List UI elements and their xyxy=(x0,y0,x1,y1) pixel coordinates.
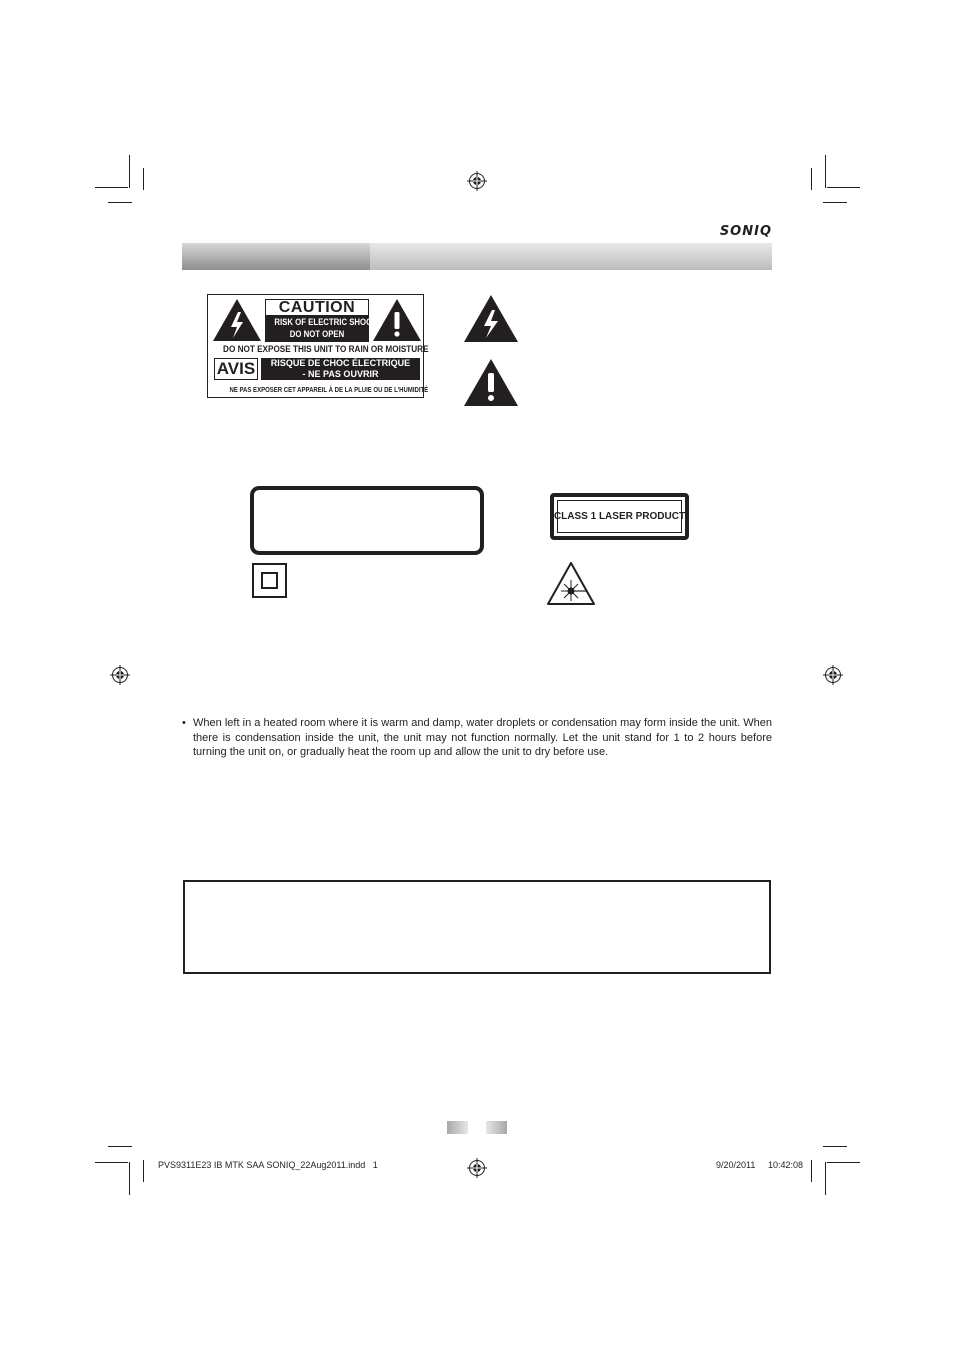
notice-box xyxy=(183,880,771,974)
avis-label: AVIS xyxy=(214,358,258,380)
caution-strip xyxy=(265,316,378,342)
lightning-warning-icon xyxy=(463,294,519,343)
crop-mark xyxy=(811,1160,812,1182)
crop-mark xyxy=(825,155,826,188)
double-insulation-inner xyxy=(261,572,278,589)
registration-mark-icon xyxy=(110,665,130,685)
crop-mark xyxy=(95,1162,128,1163)
crop-mark xyxy=(827,187,860,188)
caution-line2: DO NOT OPEN xyxy=(289,328,345,340)
crop-mark xyxy=(823,1146,847,1147)
crop-mark xyxy=(108,1146,132,1147)
condensation-text: When left in a heated room where it is warm and damp, water droplets or condensation may form inside the unit. When there is condensation inside the unit, the unit may not function normally. Let the unit stand for 1 to 2 hours before turning the unit on, or gradually heat the room up and allow the unit to dry before use. xyxy=(193,717,772,758)
registration-mark-icon xyxy=(467,1158,487,1178)
condensation-note xyxy=(182,716,772,760)
crop-mark xyxy=(143,168,144,190)
footer-time: 10:42:08 xyxy=(768,1160,804,1170)
crop-mark xyxy=(143,1160,144,1182)
footer-file-name: PVS9311E23 IB MTK SAA SONIQ_22Aug2011.indd 1 xyxy=(158,1160,378,1170)
avis-line2: - NE PAS OUVRIR xyxy=(302,368,379,380)
avis-strip xyxy=(261,358,420,380)
registration-mark-icon xyxy=(823,665,843,685)
caution-line3: DO NOT EXPOSE THIS UNIT TO RAIN OR MOISTURE xyxy=(223,344,429,355)
crop-mark xyxy=(811,168,812,190)
brand-logo: SONIQ xyxy=(719,224,772,239)
page-marker-left xyxy=(447,1121,468,1134)
crop-mark xyxy=(129,1162,130,1195)
crop-mark xyxy=(129,155,130,188)
avis-line3: NE PAS EXPOSER CET APPAREIL À DE LA PLUIE OU DE L'HUMIDITÉ xyxy=(229,385,429,394)
lightning-warning-icon xyxy=(212,298,262,342)
laser-class-label xyxy=(550,493,689,540)
section-header-bar xyxy=(182,243,772,270)
crop-mark xyxy=(95,187,128,188)
crop-mark xyxy=(823,202,847,203)
laser-class-text: CLASS 1 LASER PRODUCT xyxy=(557,500,682,533)
rating-note-box xyxy=(250,486,484,555)
section-header-tab xyxy=(182,243,370,270)
registration-mark-icon xyxy=(467,171,487,191)
caution-title: CAUTION xyxy=(265,299,369,316)
crop-mark xyxy=(827,1162,860,1163)
laser-hazard-icon xyxy=(546,561,596,606)
avis-line1: RISQUE DE CHOC ÉLECTRIQUE xyxy=(270,358,411,369)
caution-line1: RISK OF ELECTRIC SHOCK xyxy=(274,317,378,328)
crop-mark xyxy=(825,1162,826,1195)
bullet: • xyxy=(182,717,186,729)
page-marker-right xyxy=(486,1121,507,1134)
footer-date: 9/20/2011 xyxy=(716,1160,756,1170)
crop-mark xyxy=(108,202,132,203)
double-insulation-icon xyxy=(252,563,287,598)
exclamation-warning-icon xyxy=(372,298,422,342)
caution-label xyxy=(207,294,429,398)
exclamation-warning-icon xyxy=(463,358,519,407)
